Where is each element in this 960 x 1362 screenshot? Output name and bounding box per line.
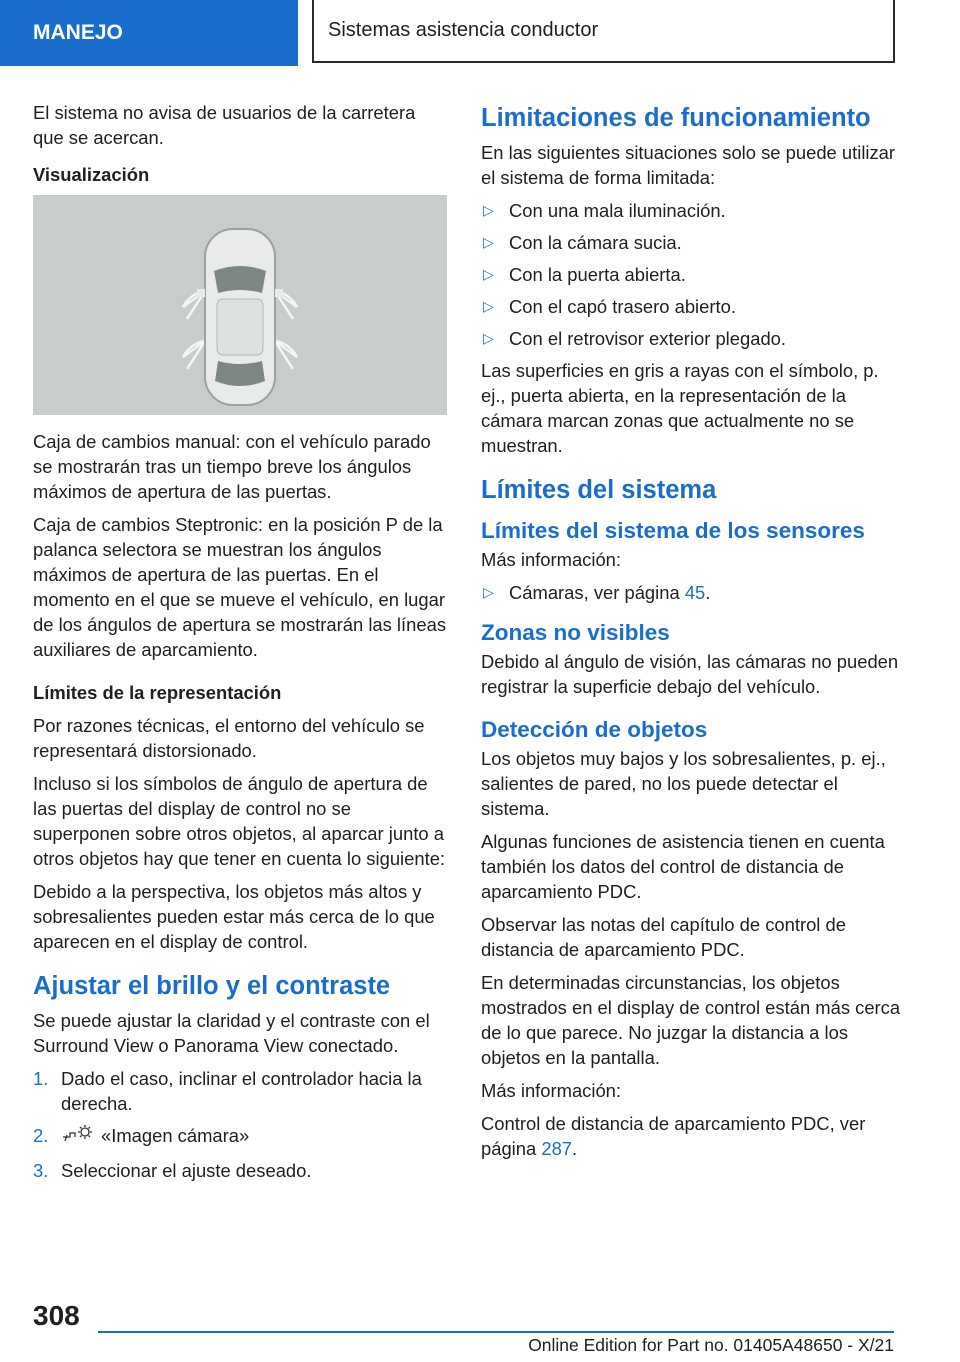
paragraph: Por razones técnicas, el entorno del vehículo se representará distorsionado. bbox=[33, 715, 425, 761]
zonas-no-visibles-heading: Zonas no visibles bbox=[481, 620, 670, 645]
bullet-text: Con el capó trasero abierto. bbox=[509, 296, 736, 317]
bullet-text: Cámaras, ver página bbox=[509, 582, 685, 603]
chapter-title: Sistemas asistencia conductor bbox=[328, 19, 599, 41]
limites-sensores-heading: Límites del sistema de los sensores bbox=[481, 518, 865, 543]
paragraph: Las superficies en gris a rayas con el símbolo, p. ej., puerta abierta, en la representación de la cámara marcan zonas que actualmente no se muestran. bbox=[481, 360, 879, 456]
triangle-right-icon: ▷ bbox=[483, 330, 494, 346]
list-item bbox=[481, 198, 901, 223]
bullet-text: Con el retrovisor exterior plegado. bbox=[509, 328, 787, 349]
paragraph: En determinadas circunstancias, los objetos mostrados en el display de control están más cerca de lo que parece. No juzgar la distancia a los objetos en la pantalla. bbox=[481, 972, 901, 1068]
step-text: Dado el caso, inclinar el controlador hacia la derecha. bbox=[61, 1068, 422, 1114]
step-number: 3. bbox=[33, 1160, 49, 1182]
footer-divider bbox=[98, 1331, 894, 1333]
page-link-287[interactable]: 287 bbox=[541, 1138, 573, 1159]
step-number: 1. bbox=[33, 1068, 49, 1089]
bullet-text: Con la cámara sucia. bbox=[509, 232, 682, 253]
step-text: Seleccionar el ajuste deseado. bbox=[61, 1160, 312, 1182]
pdc-text: Control de distancia de aparcamiento PDC, ver página bbox=[481, 1113, 866, 1159]
header-chapter-tab bbox=[312, 0, 895, 63]
step-number: 2. bbox=[33, 1125, 49, 1146]
step-text: «Imagen cámara» bbox=[101, 1125, 250, 1146]
paragraph: Más información: bbox=[481, 549, 622, 570]
list-item bbox=[33, 1123, 451, 1151]
paragraph: Caja de cambios manual: con el vehículo parado se mostrarán tras un tiempo breve los ángulos máximos de apertura de las puertas. bbox=[33, 431, 431, 502]
sensor-info-list bbox=[481, 580, 901, 605]
deteccion-objetos-heading: Detección de objetos bbox=[481, 717, 708, 742]
list-item bbox=[481, 230, 901, 255]
triangle-right-icon: ▷ bbox=[483, 202, 494, 218]
bullet-text: Con la puerta abierta. bbox=[509, 264, 686, 285]
triangle-right-icon: ▷ bbox=[483, 266, 494, 282]
list-item bbox=[481, 262, 901, 287]
ajustar-brillo-heading: Ajustar el brillo y el contraste bbox=[33, 972, 391, 1000]
page-number: 308 bbox=[33, 1300, 80, 1331]
triangle-right-icon: ▷ bbox=[483, 298, 494, 314]
bullet-text: Con una mala iluminación. bbox=[509, 200, 726, 221]
limitaciones-heading: Limitaciones de funcionamiento bbox=[481, 104, 871, 132]
paragraph: Incluso si los símbolos de ángulo de apertura de las puertas del display de control no se superponen sobre otros objetos, al aparcar junto a otros objetos hay que tener en cuenta lo siguiente: bbox=[33, 773, 446, 869]
list-item: ▷ Cámaras, ver página 45. bbox=[483, 582, 711, 603]
limites-representacion-heading: Límites de la representación bbox=[33, 682, 282, 703]
footer-edition: Online Edition for Part no. 01405A48650 - X/21 bbox=[528, 1335, 894, 1355]
limitations-list bbox=[481, 198, 901, 351]
paragraph: El sistema no avisa de usuarios de la carretera que se acercan. bbox=[33, 102, 416, 148]
car-top-view-figure bbox=[33, 195, 447, 415]
right-column bbox=[481, 102, 901, 1169]
paragraph: Algunas funciones de asistencia tienen en cuenta también los datos del control de distancia de aparcamiento PDC. bbox=[481, 831, 885, 902]
steps-list bbox=[33, 1066, 451, 1183]
page-link-45[interactable]: 45 bbox=[684, 582, 706, 603]
period: . bbox=[572, 1138, 578, 1159]
list-item bbox=[33, 1158, 451, 1183]
paragraph bbox=[481, 1111, 901, 1161]
paragraph: Debido a la perspectiva, los objetos más altos y sobresalientes pueden estar más cerca de lo que aparecen en el display de control. bbox=[33, 881, 435, 952]
paragraph: Más información: bbox=[481, 1080, 622, 1101]
triangle-right-icon: ▷ bbox=[483, 584, 494, 600]
list-item bbox=[481, 326, 901, 351]
camera-settings-icon bbox=[61, 1123, 93, 1151]
section-title: MANEJO bbox=[33, 21, 123, 44]
paragraph: Se puede ajustar la claridad y el contraste con el Surround View o Panorama View conectado. bbox=[33, 1010, 430, 1056]
header-section-tab bbox=[0, 0, 298, 66]
list-item bbox=[33, 1066, 451, 1116]
visualizacion-heading: Visualización bbox=[33, 164, 150, 185]
list-item bbox=[481, 294, 901, 319]
paragraph: En las siguientes situaciones solo se puede utilizar el sistema de forma limitada: bbox=[481, 142, 896, 188]
limites-sistema-heading: Límites del sistema bbox=[481, 476, 717, 504]
paragraph: Caja de cambios Steptronic: en la posición P de la palanca selectora se muestran los ángulos máximos de apertura de las puertas. En el momento en el que se mueve el vehículo, en lugar de los ángulos de apertura se mostrarán las líneas auxiliares de aparcamiento. bbox=[33, 514, 447, 660]
left-column bbox=[33, 100, 451, 1190]
paragraph: Debido al ángulo de visión, las cámaras no pueden registrar la superficie debajo del vehículo. bbox=[481, 651, 899, 697]
paragraph: Los objetos muy bajos y los sobresalientes, p. ej., salientes de pared, no los puede detectar el sistema. bbox=[481, 748, 886, 819]
triangle-right-icon: ▷ bbox=[483, 234, 494, 250]
paragraph: Observar las notas del capítulo de control de distancia de aparcamiento PDC. bbox=[481, 914, 846, 960]
car-door-angles-illustration bbox=[33, 195, 447, 415]
